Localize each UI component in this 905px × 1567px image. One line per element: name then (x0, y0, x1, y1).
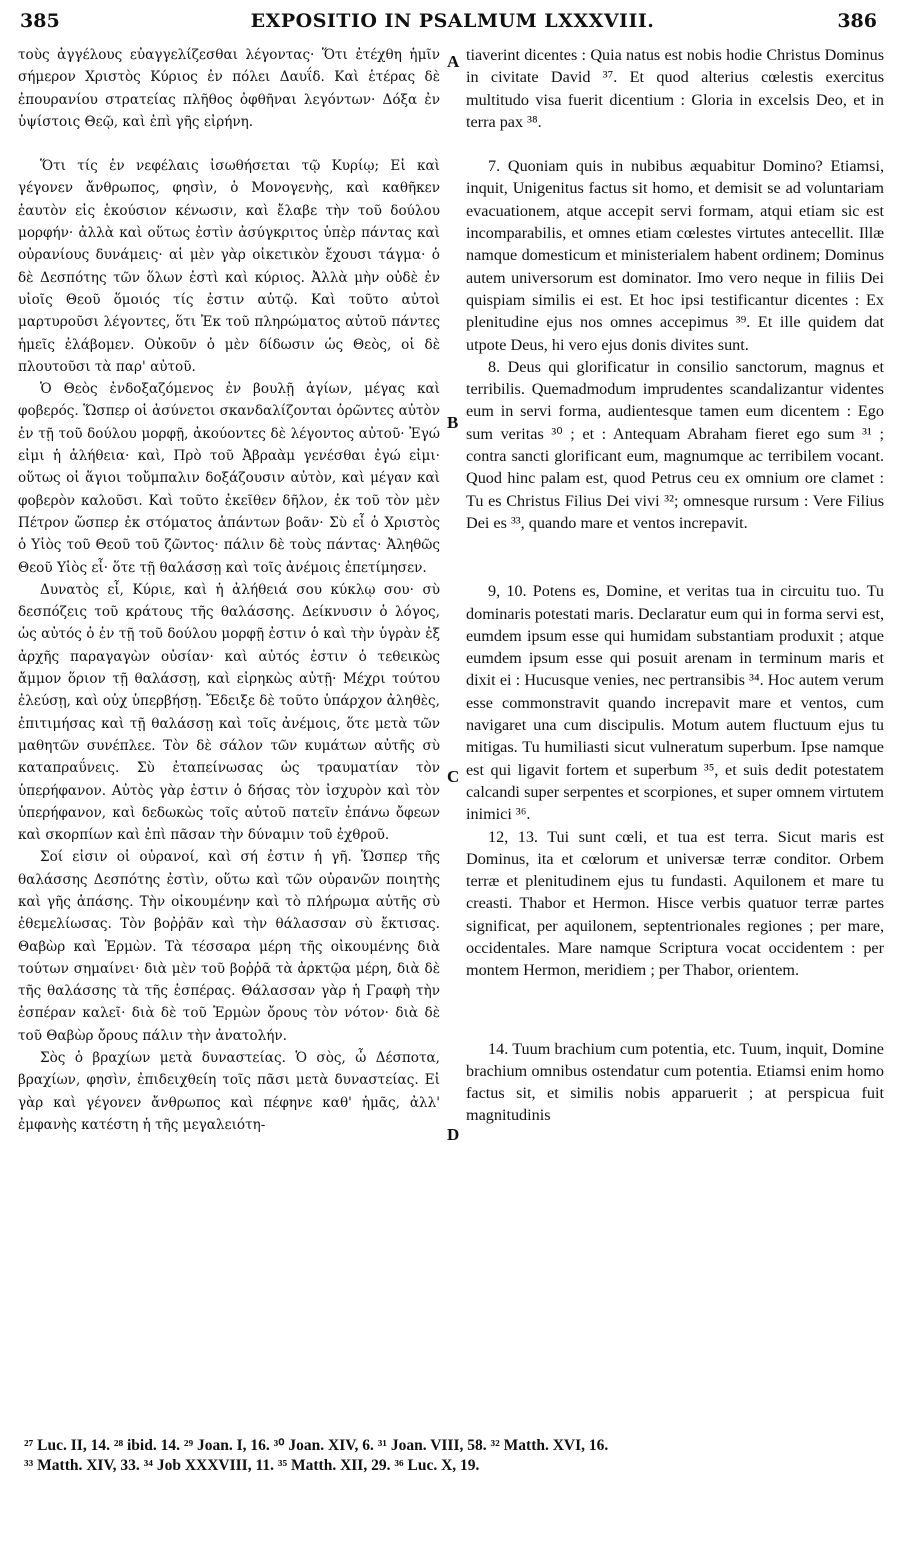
latin-column (466, 44, 884, 1127)
running-title: EXPOSITIO IN PSALMUM LXXXVIII. (250, 10, 655, 32)
page-header (0, 10, 905, 40)
greek-paragraph: τοὺς ἀγγέλους εὐαγγελίζεσθαι λέγοντας· Ὅτι ἐτέχθη ἡμῖν σήμερον Χριστὸς Κύριος ἐν πόλει Δαυΐδ. Καὶ ἑτέρας δὲ ἐπουρανίου στρατείας πλῆθος ὀφθῆναι λεγόντων· Δόξα ἐν ὑψίστοις Θεῷ, καὶ ἐπὶ γῆς εἰρήνη. (18, 47, 440, 130)
latin-paragraph: 12, 13. Tui sunt cœli, et tua est terra. Sicut maris est Dominus, ita et cœlorum et universæ terræ conditor. Orbem terræ et plenitudinem ejus tu fundasti. Aquilonem et mare tu creasti. Thabor et Hermon. Hisce verbis quatuor terræ partes significat, per aquilonem, septentrionales regiones ; per mare, occidentales. Mare namque Scriptura vocat occidentem : per montem Hermon, meridiem ; per Thabor, orientem. (466, 827, 884, 980)
page-number-left: 385 (20, 10, 60, 32)
greek-paragraph: Σὸς ὁ βραχίων μετὰ δυναστείας. Ὁ σὸς, ὦ Δέσποτα, βραχίων, φησὶν, ἐπιδειχθείη τοῖς πᾶσι μετὰ δυναστείας. Εἰ γὰρ καὶ γέγονεν ἄνθρωπος καὶ πέφηνε καθ' ἡμᾶς, ἀλλ' ἐμφανὴς κατέστη ἡ τῆς μεγαλειότη- (18, 1050, 440, 1133)
latin-paragraph: tiaverint dicentes : Quia natus est nobis hodie Christus Dominus in civitate David ³⁷. Et quod alterius cœlestis exercitus multitudo visa fuerit dicentium : Gloria in excelsis Deo, et in terra pax ³⁸. (466, 46, 884, 131)
greek-paragraph: Δυνατὸς εἶ, Κύριε, καὶ ἡ ἀλήθειά σου κύκλῳ σου· σὺ δεσπόζεις τοῦ κράτους τῆς θαλάσσης. Δείκνυσιν ὁ λόγος, ὡς αὐτός ὁ ἐν τῇ τοῦ δούλου μορφῇ ἐστιν ὁ καὶ τὴν ὑγρὰν ἐξ ἀρχῆς παραγαγὼν οὐσίαν· καὶ αὐτός ἐστιν ὁ τεθεικὼς ἄμμον ὅριον τῇ θαλάσσῃ, καὶ εἰρηκὼς αὐτῇ· Μέχρι τούτου ἐλεύσῃ, καὶ οὐχ ὑπερβήσῃ. Ἔδειξε δὲ τοῦτο ὑπάρχον ἀληθὲς, ἐπιτιμήσας καὶ τῇ θαλάσσῃ καὶ τοῖς ἀνέμοις, ὅτε μετὰ τῶν μαθητῶν συνέπλεε. Τὸν δὲ σάλον τῶν κυμάτων αὐτῆς σὺ καταπραΰνεις. Σὺ ἐταπείνωσας ὡς τραυματίαν τὸν ὑπερήφανον. Αὐτὸς γὰρ ἐστιν ὁ δήσας τὸν ἰσχυρὸν καὶ τὸν ὑπερήφανον, καὶ δεδωκὼς τοῖς αὐτοῦ πατεῖν ἐπάνω ὄφεων καὶ σκορπίων καὶ ἐπὶ πᾶσαν τὴν δύναμιν τοῦ ἐχθροῦ. (18, 581, 440, 844)
latin-paragraph: 7. Quoniam quis in nubibus æquabitur Domino? Etiamsi, inquit, Unigenitus factus sit homo, et demisit se ad voluntariam evacuationem, atque accepit servi formam, atqui etiam sic est incomparabilis, et omnes etiam cœlestes virtutes antecellit. Illæ namque domesticum et ministerialem habent ordinem; Dominus autem universorum est dominator. Imo vero neque in filiis Dei quispiam similis ei est. Et hoc ipsi testificantur dicentes : Ex plenitudine ejus nos omnes accepimus ³⁹. Et ille quidem dat utpote Deus, hi vero ejus donis divites sunt. (466, 157, 884, 354)
latin-paragraph: 8. Deus qui glorificatur in consilio sanctorum, magnus et terribilis. Quemadmodum imprudentes scandalizantur videntes eum in servi forma, audientesque tamen eum dicentem : Ego sum veritas ³⁰ ; et : Antequam Abraham fieret ego sum ³¹ ; contra sancti glorificant eum, magnumque ac terribilem vocant. Quod hinc palam est, quod Petrus ceu ex omnium ore clamet : Tu es Christus Filius Dei vivi ³²; omnesque rursum : Vere Filius Dei es ³³, quando mare et ventos increpavit. (466, 357, 884, 532)
footnote-line: ²⁷ Luc. II, 14. ²⁸ ibid. 14. ²⁹ Joan. I, 16. ³⁰ Joan. XIV, 6. ³¹ Joan. VIII, 58. ³² Matth. XVI, 16. (24, 1437, 609, 1454)
greek-paragraph: Σοί εἰσιν οἱ οὐρανοί, καὶ σή ἐστιν ἡ γῆ. Ὥσπερ τῆς θαλάσσης Δεσπότης ἐστὶν, οὕτω καὶ τῶν οὐρανῶν ποιητὴς καὶ γῆς ἁπάσης. Τὴν οἰκουμένην καὶ τὸ πλήρωμα αὐτῆς σὺ ἐθεμελίωσας. Τὸν βοῤῥᾶν καὶ τὴν θάλασσαν σὺ ἔκτισας. Θαβὼρ καὶ Ἑρμὼν. Τὰ τέσσαρα μέρη τῆς οἰκουμένης διὰ τούτων σημαίνει· διὰ μὲν τοῦ βοῤῥᾶ τὰ ἀρκτῷα μέρη, διὰ δὲ τῆς θαλάσσης τὰ τῆς ἑσπέρας. Θάλασσαν γὰρ ἡ Γραφὴ τὴν ἑσπέραν καλεῖ· διὰ δὲ τοῦ Ἑρμὼν ὄρους τὸν νότον· διὰ δὲ τοῦ Θαβὼρ ὄρους πάλιν τὴν ἀνατολήν. (18, 849, 440, 1044)
page-number-right: 386 (837, 10, 877, 32)
margin-marker-b: B (447, 413, 459, 432)
footnote-line: ³³ Matth. XIV, 33. ³⁴ Job XXXVIII, 11. ³⁵ Matth. XII, 29. ³⁶ Luc. X, 19. (24, 1457, 480, 1474)
latin-paragraph: 14. Tuum brachium cum potentia, etc. Tuum, inquit, Domine brachium omnibus ostendatur cum potentia. Etiamsi enim homo factus sit, et similis nobis apparuerit ; at perspicua fuit magnitudinis (466, 1039, 884, 1125)
margin-marker-d: D (447, 1125, 460, 1144)
footnotes (24, 1436, 884, 1476)
greek-column (18, 44, 440, 1136)
greek-paragraph: Ὁ Θεὸς ἐνδοξαζόμενος ἐν βουλῇ ἁγίων, μέγας καὶ φοβερός. Ὥσπερ οἱ ἀσύνετοι σκανδαλίζονται ὁρῶντες αὐτὸν ἐν τῇ τοῦ δούλου μορφῇ, ἀκούοντες δὲ λέγοντος αὐτοῦ· Ἐγώ εἰμι ἡ ἀλήθεια· καὶ, Πρὸ τοῦ Ἀβραὰμ γενέσθαι ἐγώ εἰμι· οὕτως οἱ ἅγιοι τοὔμπαλιν δοξάζουσιν αὐτὸν, καὶ μέγαν καὶ φοβερὸν καλοῦσι. Καὶ τοῦτο ἐκεῖθεν δῆλον, ἐκ τοῦ τὸν μὲν Πέτρον ὥσπερ ἐκ στόματος ἁπάντων βοᾶν· Σὺ εἶ ὁ Χριστὸς ὁ Υἱὸς τοῦ Θεοῦ τοῦ ζῶντος· πάλιν δὲ τοὺς πάντας· Ἀληθῶς Θεοῦ Υἱὸς εἶ· ὅτε τῇ θαλάσσῃ καὶ τοῖς ἀνέμοις ἐπετίμησεν. (18, 381, 440, 576)
greek-paragraph: Ὅτι τίς ἐν νεφέλαις ἰσωθήσεται τῷ Κυρίῳ; Εἰ καὶ γέγονεν ἄνθρωπος, φησὶν, ὁ Μονογενὴς, καὶ καθῆκεν ἑαυτὸν εἰς ἑκούσιον κένωσιν, καὶ ἔλαβε τὴν τοῦ δούλου μορφήν· ἀλλὰ καὶ οὕτως ἐστὶν ἀσύγκριτος ὑπὲρ πάντας καὶ οὐρανίους δυνάμεις· αἱ μὲν γὰρ οἰκετικὸν ἔχουσι τάγμα· ὁ δὲ Δεσπότης τῶν ὅλων ἐστὶ καὶ κύριος. Ἀλλὰ μὴν οὐδὲ ἐν υἱοῖς Θεοῦ ὅμοιός τίς ἐστιν αὐτῷ. Καὶ τοῦτο αὐτοὶ μαρτυροῦσι λέγοντες, ὅτι Ἐκ τοῦ πληρώματος αὐτοῦ πάντες ἡμεῖς ἐλάβομεν. Οὐκοῦν ὁ μὲν δίδωσιν ὡς Θεὸς, οἱ δὲ πλουτοῦσι τὰ παρ' αὐτοῦ. (18, 158, 440, 375)
latin-paragraph: 9, 10. Potens es, Domine, et veritas tua in circuitu tuo. Tu dominaris potestati maris. Declaratur eum qui in forma servi est, eumdem ipsum esse qui humidam substantiam produxit ; atque eumdem ipsum esse qui posuit arenam in terminum maris et dixit ei : Hucusque venies, nec pertransibis ³⁴. Hoc autem verum esse commonstravit quando increpavit mare et ventos, cum navigaret una cum discipulis. Motum autem fluctuum ejus tu mitigas. Tu humiliasti sicut vulneratum superbum. Ipse namque est qui ligavit fortem et superbum ³⁵, et suis dedit potestatem calcandi super serpentes et scorpiones, et super omnem virtutem inimici ³⁶. (466, 582, 884, 824)
margin-marker-a: A (447, 52, 460, 71)
margin-marker-c: C (447, 767, 460, 786)
